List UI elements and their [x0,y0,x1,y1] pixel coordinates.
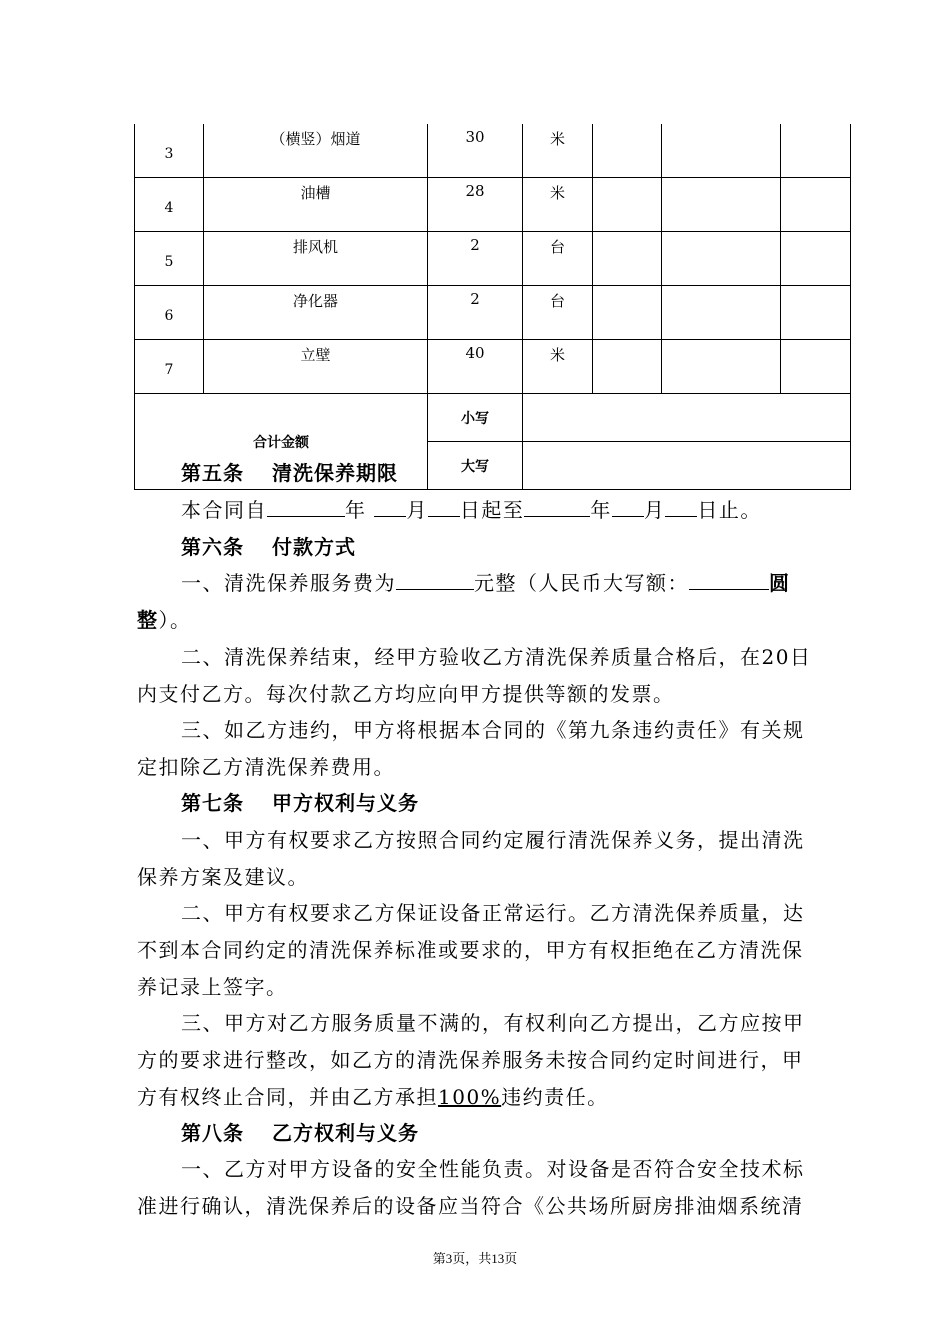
article-7-heading [137,785,815,822]
article-7-clause-2: 二、甲方有权要求乙方保证设备正常运行。乙方清洗保养质量，达不到本合同约定的清洗保养标准或要求的，甲方有权拒绝在乙方清洗保养记录上签字。 [137,901,805,999]
blank-fee-amount [396,565,474,590]
text: 违约责任。 [501,1085,609,1109]
table-row [135,286,851,340]
table-row [135,124,851,178]
empty-cell [662,178,781,232]
item-name: 立壁 [204,340,428,394]
row-number: 5 [135,232,204,286]
article-8-heading [137,1115,815,1152]
blank-end-month [612,492,644,517]
article-title: 乙方权利与义务 [272,1121,419,1145]
empty-cell [662,286,781,340]
empty-cell [593,340,662,394]
table-row [135,340,851,394]
article-6-clause-2: 二、清洗保养结束，经甲方验收乙方清洗保养质量合格后，在20日内支付乙方。每次付款乙方均应向甲方提供等额的发票。 [137,645,812,706]
text: ）。 [158,608,192,632]
blank-start-year [267,492,345,517]
row-number: 7 [135,340,204,394]
text: 日止。 [697,498,762,522]
text: 圆整 [137,571,791,632]
article-6-clause-3: 三、如乙方违约，甲方将根据本合同的《第九条违约责任》有关规定扣除乙方清洗保养费用。 [137,718,805,779]
row-number: 3 [135,124,204,178]
article-7-clause-1: 一、甲方有权要求乙方按照合同约定履行清洗保养义务，提出清洗保养方案及建议。 [137,828,805,889]
empty-cell [662,340,781,394]
blank-end-year [524,492,590,517]
item-name: 油槽 [204,178,428,232]
lowercase-amount-label: 小写 [428,394,523,442]
item-name: 净化器 [204,286,428,340]
table-row [135,178,851,232]
empty-cell [662,232,781,286]
total-row-small [135,394,851,442]
blank-end-day [665,492,697,517]
article-title: 甲方权利与义务 [272,791,419,815]
item-unit: 米 [523,124,593,178]
article-5-heading [137,455,815,492]
item-quantity: 40 [428,340,523,394]
total-amount-label: 合计金额 [135,394,428,490]
empty-cell [593,286,662,340]
article-title: 付款方式 [272,535,356,559]
empty-cell [593,232,662,286]
article-number: 第五条 [181,461,244,485]
empty-cell [593,178,662,232]
item-unit: 台 [523,232,593,286]
text: 一、清洗保养服务费为 [181,571,396,595]
article-number: 第八条 [181,1121,244,1145]
empty-cell [781,340,851,394]
item-name: （横竖）烟道 [204,124,428,178]
text: 日起至 [459,498,525,522]
empty-cell [781,124,851,178]
empty-cell [781,178,851,232]
article-7-clause-3 [137,1005,815,1116]
text: 三、甲方对乙方服务质量不满的，有权利向乙方提出，乙方应按甲方的要求进行整改，如乙方的清洗保养服务未按合同约定时间进行，甲方有权终止合同，并由乙方承担 [137,1011,805,1109]
blank-start-day [428,492,460,517]
uppercase-amount-label: 大写 [428,442,523,490]
item-unit: 米 [523,178,593,232]
article-number: 第六条 [181,535,244,559]
table-row [135,232,851,286]
lowercase-amount-value [523,394,851,442]
item-quantity: 30 [428,124,523,178]
item-quantity: 2 [428,286,523,340]
item-unit: 米 [523,340,593,394]
row-number: 6 [135,286,204,340]
article-6-clause-1 [137,565,815,639]
percent-value: 100% [438,1085,502,1109]
item-unit: 台 [523,286,593,340]
text: 本合同自 [181,498,267,522]
article-5-period [137,492,815,529]
text: 元整（人民币大写额： [474,571,689,595]
empty-cell [781,232,851,286]
empty-cell [662,124,781,178]
article-6-heading [137,529,815,566]
text: 月 [643,498,666,522]
cleaning-items-table [134,124,851,490]
blank-fee-uppercase [689,565,769,590]
article-title: 清洗保养期限 [272,461,398,485]
blank-start-month [374,492,406,517]
text: 年 [345,498,375,522]
text: 年 [590,498,612,522]
empty-cell [593,124,662,178]
empty-cell [781,286,851,340]
page-footer: 第3页，共13页 [432,1251,518,1266]
row-number: 4 [135,178,204,232]
article-8-clause-1: 一、乙方对甲方设备的安全性能负责。对设备是否符合安全技术标准进行确认，清洗保养后的设备应当符合《公共场所厨房排油烟系统清 [137,1157,805,1218]
article-number: 第七条 [181,791,244,815]
item-name: 排风机 [204,232,428,286]
item-quantity: 2 [428,232,523,286]
text: 月 [406,498,428,522]
item-quantity: 28 [428,178,523,232]
